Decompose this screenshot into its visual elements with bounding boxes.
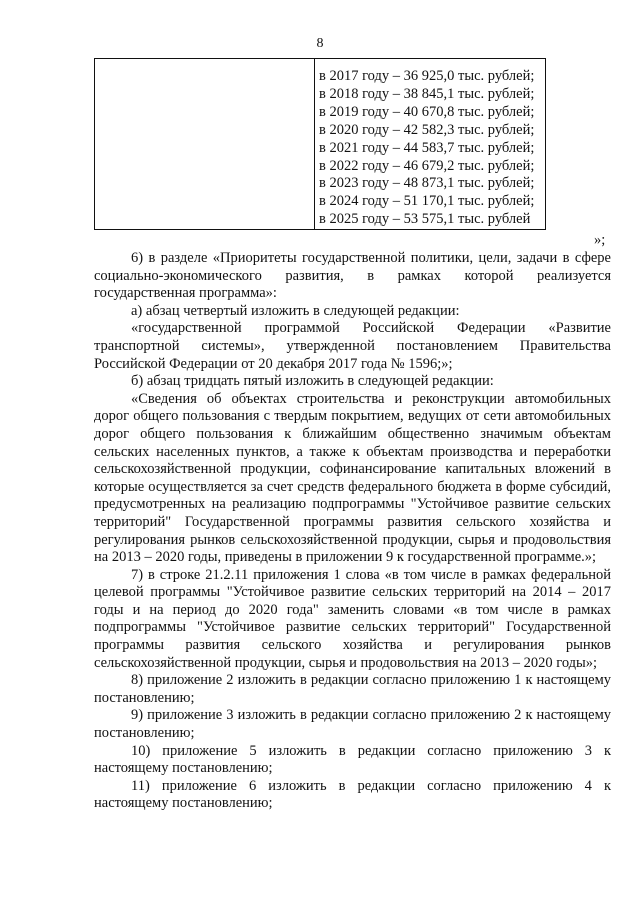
table-right-cell [315, 59, 545, 229]
funding-line-2024: в 2024 году – 51 170,1 тыс. рублей; [319, 193, 535, 210]
paragraph-item-11: 11) приложение 6 изложить в редакции согласно приложению 4 к настоящему постановлению; [94, 777, 611, 812]
paragraph-item-8: 8) приложение 2 изложить в редакции согласно приложению 1 к настоящему постановлению; [94, 672, 611, 706]
paragraph-subitem-a: а) абзац четвертый изложить в следующей редакции: [131, 302, 460, 319]
body-text [94, 250, 611, 813]
table-left-cell [95, 59, 315, 229]
funding-line-2020: в 2020 году – 42 582,3 тыс. рублей; [319, 121, 535, 138]
funding-line-2025: в 2025 году – 53 575,1 тыс. рублей [319, 211, 531, 228]
funding-line-2017: в 2017 году – 36 925,0 тыс. рублей; [319, 68, 535, 84]
paragraph-item-7: 7) в строке 21.2.11 приложения 1 слова «в том числе в рамках федеральной целевой программы "Устойчивое развитие сельских территорий на 2014 – 2017 годы и на период до 2020 года" заменить словами «в том числе в рамках подпрограммы "Устойчивое развитие сельских территорий" Государственной программы развития сельского хозяйства и регулирования рынков сельскохозяйственной продукции, сырья и продовольствия на 2013 – 2020 годы»; [94, 566, 611, 671]
paragraph-quote-road-objects: «Сведения об объектах строительства и реконструкции автомобильных дорог общего пользования с твердым покрытием, ведущих от сети автомобильных дорог общего пользования к ближайшим общественно значимым объектам сельских населенных пунктов, а также к объектам производства и переработки сельскохозяйственной продукции, софинансирование капитальных вложений в которые осуществляется за счет средств федерального бюджета в форме субсидий, предусмотренных на реализацию подпрограммы "Устойчивое развитие сельских территорий" Государственной программы развития сельского хозяйства и регулирования рынков сельскохозяйственной продукции, сырья и продовольствия на 2013 – 2020 годы, приведены в приложении 9 к государственной программе.»; [94, 390, 611, 566]
funding-line-2019: в 2019 году – 40 670,8 тыс. рублей; [319, 103, 535, 120]
funding-line-2022: в 2022 году – 46 679,2 тыс. рублей; [319, 157, 535, 174]
page-number: 8 [316, 36, 324, 51]
paragraph-subitem-b: б) абзац тридцать пятый изложить в следующей редакции: [131, 373, 494, 390]
funding-line-2021: в 2021 году – 44 583,7 тыс. рублей; [319, 139, 535, 156]
closing-quote: »; [594, 232, 606, 248]
paragraph-item-10: 10) приложение 5 изложить в редакции согласно приложению 3 к настоящему постановлению; [94, 742, 611, 777]
funding-table [94, 58, 546, 230]
funding-line-2018: в 2018 году – 38 845,1 тыс. рублей; [319, 85, 535, 102]
paragraph-item-9: 9) приложение 3 изложить в редакции согласно приложению 2 к настоящему постановлению; [94, 707, 611, 742]
paragraph-item-6: 6) в разделе «Приоритеты государственной политики, цели, задачи в сфере социально-экономического развития, в рамках которой реализуется государственная программа»: [94, 250, 611, 302]
funding-line-2023: в 2023 году – 48 873,1 тыс. рублей; [319, 175, 535, 192]
paragraph-quote-transport-program: «государственной программой Российской Федерации «Развитие транспортной системы», утвержденной постановлением Правительства Российской Федерации от 20 декабря 2017 года № 1596;»; [94, 320, 611, 372]
